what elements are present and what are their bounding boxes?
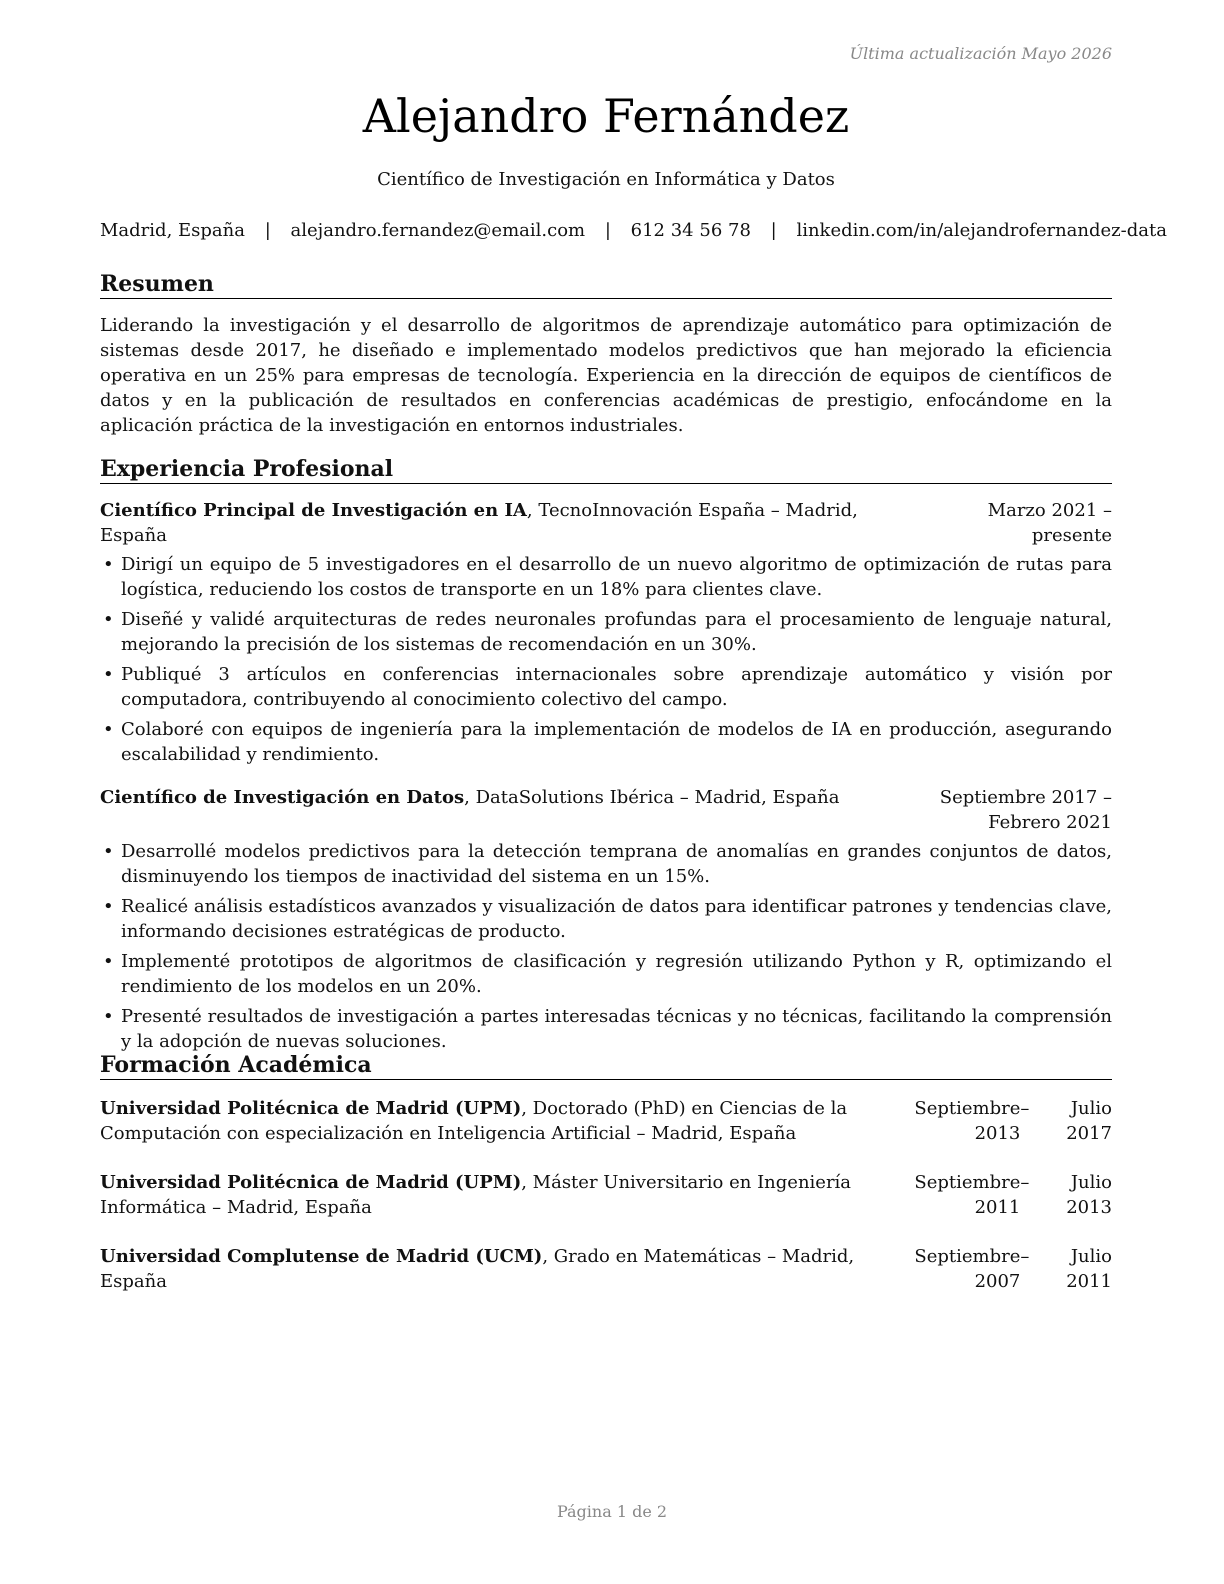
education-school: Universidad Complutense de Madrid (UCM) xyxy=(100,1246,543,1267)
education-institution xyxy=(100,1244,880,1294)
job-header xyxy=(100,785,1112,835)
bullet-item xyxy=(100,839,1112,889)
bullet-text: Diseñé y validé arquitecturas de redes neuronales profundas para el procesamiento de lenguaje natural, mejorando la precisión de los sistemas de recomendación en un 30%. xyxy=(121,609,1112,655)
job-company: , TecnoInnovación España – Madrid, España xyxy=(100,500,858,546)
summary-title: Resumen xyxy=(100,270,1112,299)
bullet-dot-icon: • xyxy=(103,841,114,862)
job-bullets xyxy=(100,552,1112,767)
candidate-headline: Científico de Investigación en Informática y Datos xyxy=(377,169,835,190)
contact-linkedin[interactable]: linkedin.com/in/alejandrofernandez-data xyxy=(796,220,1167,241)
education-title: Formación Académica xyxy=(100,1051,1112,1080)
bullet-text: Presenté resultados de investigación a partes interesadas técnicas y no técnicas, facilitando la comprensión y la adopción de nuevas soluciones. xyxy=(121,1006,1112,1052)
education-detail: , Grado en Matemáticas – Madrid, España xyxy=(100,1246,855,1292)
education-start: Septiembre 2011 xyxy=(914,1172,1021,1218)
bullet-dot-icon: • xyxy=(103,719,114,740)
bullet-dot-icon: • xyxy=(103,1006,114,1027)
bullet-item xyxy=(100,949,1112,999)
bullet-text: Dirigí un equipo de 5 investigadores en el desarrollo de un nuevo algoritmo de optimización de rutas para logística, reduciendo los costos de transporte en un 18% para clientes clave. xyxy=(121,554,1112,600)
education-entry xyxy=(100,1244,1112,1294)
education-section xyxy=(100,1051,1112,1294)
bullet-item xyxy=(100,607,1112,657)
education-dates xyxy=(880,1244,1112,1294)
bullet-text: Desarrollé modelos predictivos para la detección temprana de anomalías en grandes conjuntos de datos, disminuyendo los tiempos de inactividad del sistema en un 15%. xyxy=(121,841,1112,887)
bullet-item xyxy=(100,1004,1112,1054)
education-dates xyxy=(880,1096,1112,1146)
bullet-text: Colaboré con equipos de ingeniería para la implementación de modelos de IA en producción, asegurando escalabilidad y rendimiento. xyxy=(121,719,1112,765)
education-detail: , Máster Universitario en Ingeniería Informática – Madrid, España xyxy=(100,1172,852,1218)
contact-location: Madrid, España xyxy=(100,220,245,241)
education-end: Julio 2011 xyxy=(1066,1246,1112,1292)
education-institution xyxy=(100,1096,880,1146)
education-institution xyxy=(100,1170,880,1220)
contact-separator: | xyxy=(604,220,611,241)
bullet-dot-icon: • xyxy=(103,896,114,917)
candidate-name: Alejandro Fernández xyxy=(362,89,850,143)
education-detail: , Doctorado (PhD) en Ciencias de la Computación con especialización en Inteligencia Artificial – Madrid, España xyxy=(100,1098,848,1144)
page-number: Página 1 de 2 xyxy=(556,1502,668,1521)
education-dash: – xyxy=(1020,1098,1030,1119)
bullet-dot-icon: • xyxy=(103,554,114,575)
bullet-item xyxy=(100,662,1112,712)
job-company: , DataSolutions Ibérica – Madrid, España xyxy=(464,787,840,808)
bullet-dot-icon: • xyxy=(103,951,114,972)
contact-separator: | xyxy=(770,220,777,241)
experience-section xyxy=(100,455,1112,1059)
experience-title: Experiencia Profesional xyxy=(100,455,1112,484)
summary-text: Liderando la investigación y el desarrollo de algoritmos de aprendizaje automático para optimización de sistemas desde 2017, he diseñado e implementado modelos predictivos que han mejorado la eficiencia operativa en un 25% para empresas de tecnología. Experiencia en la dirección de equipos de científicos de datos y en la publicación de resultados en conferencias académicas de prestigio, enfocándome en la aplicación práctica de la investigación en entornos industriales. xyxy=(100,315,1112,436)
contact-line xyxy=(100,219,1167,243)
job-dates: Marzo 2021 – presente xyxy=(987,500,1112,546)
bullet-item xyxy=(100,717,1112,767)
last-updated: Última actualización Mayo 2026 xyxy=(849,44,1112,63)
summary-section xyxy=(100,270,1112,438)
education-entry xyxy=(100,1096,1112,1146)
contact-phone: 612 34 56 78 xyxy=(630,220,751,241)
contact-email[interactable]: alejandro.fernandez@email.com xyxy=(290,220,586,241)
job-entry xyxy=(100,785,1112,1054)
job-entry xyxy=(100,498,1112,767)
education-start: Septiembre 2007 xyxy=(914,1246,1021,1292)
education-school: Universidad Politécnica de Madrid (UPM) xyxy=(100,1172,522,1193)
education-entry xyxy=(100,1170,1112,1220)
bullet-text: Implementé prototipos de algoritmos de clasificación y regresión utilizando Python y R, optimizando el rendimiento de los modelos en un 20%. xyxy=(121,951,1112,997)
education-school: Universidad Politécnica de Madrid (UPM) xyxy=(100,1098,522,1119)
job-role-company xyxy=(100,498,916,548)
bullet-dot-icon: • xyxy=(103,609,114,630)
job-role-company xyxy=(100,785,839,810)
job-dates: Septiembre 2017 – Febrero 2021 xyxy=(939,787,1112,833)
job-header xyxy=(100,498,1112,548)
bullet-item xyxy=(100,552,1112,602)
contact-separator: | xyxy=(264,220,271,241)
education-dash: – xyxy=(1020,1246,1030,1267)
bullet-dot-icon: • xyxy=(103,664,114,685)
bullet-text: Realicé análisis estadísticos avanzados y visualización de datos para identificar patrones y tendencias clave, informando decisiones estratégicas de producto. xyxy=(121,896,1112,942)
bullet-text: Publiqué 3 artículos en conferencias internacionales sobre aprendizaje automático y visión por computadora, contribuyendo al conocimiento colectivo del campo. xyxy=(121,664,1112,710)
job-role: Científico Principal de Investigación en IA xyxy=(100,500,527,521)
education-start: Septiembre 2013 xyxy=(914,1098,1021,1144)
bullet-item xyxy=(100,894,1112,944)
education-dash: – xyxy=(1020,1172,1030,1193)
job-role: Científico de Investigación en Datos xyxy=(100,787,465,808)
job-bullets xyxy=(100,839,1112,1054)
education-end: Julio 2013 xyxy=(1066,1172,1112,1218)
education-dates xyxy=(880,1170,1112,1220)
education-end: Julio 2017 xyxy=(1066,1098,1112,1144)
